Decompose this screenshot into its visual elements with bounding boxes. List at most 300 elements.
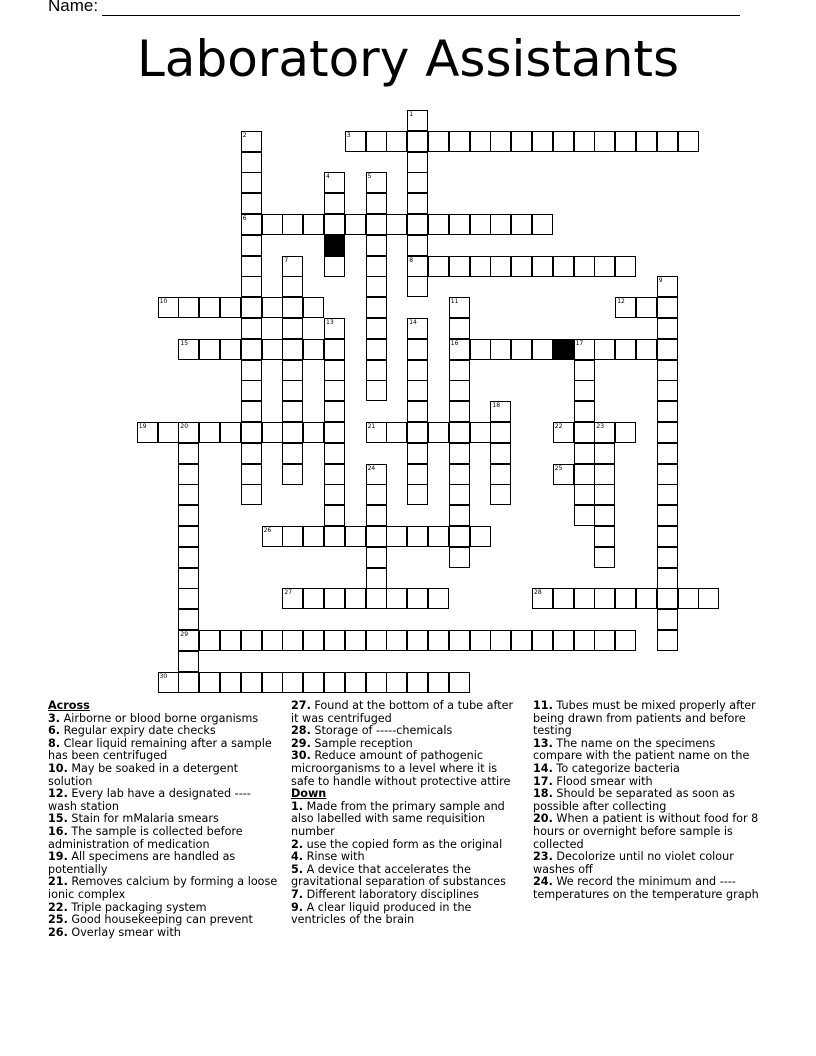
grid-cell[interactable] <box>366 131 387 152</box>
grid-cell[interactable] <box>241 318 262 339</box>
grid-cell[interactable] <box>636 297 657 318</box>
grid-cell[interactable] <box>324 401 345 422</box>
grid-cell[interactable] <box>241 672 262 693</box>
grid-cell[interactable] <box>282 588 303 609</box>
grid-cell[interactable] <box>324 443 345 464</box>
grid-cell[interactable] <box>511 339 532 360</box>
grid-cell[interactable] <box>594 526 615 547</box>
grid-cell[interactable] <box>657 297 678 318</box>
grid-cell[interactable] <box>698 588 719 609</box>
grid-cell[interactable] <box>178 422 199 443</box>
grid-cell[interactable] <box>366 318 387 339</box>
grid-cell[interactable] <box>324 630 345 651</box>
grid-cell[interactable] <box>199 422 220 443</box>
grid-cell[interactable] <box>449 630 470 651</box>
grid-cell[interactable] <box>345 672 366 693</box>
grid-cell[interactable] <box>678 588 699 609</box>
grid-cell[interactable] <box>449 443 470 464</box>
grid-cell[interactable] <box>428 672 449 693</box>
grid-cell[interactable] <box>407 339 428 360</box>
grid-cell[interactable] <box>366 276 387 297</box>
grid-cell[interactable] <box>574 464 595 485</box>
grid-cell[interactable] <box>407 235 428 256</box>
grid-cell[interactable] <box>594 505 615 526</box>
grid-cell[interactable] <box>303 422 324 443</box>
grid-cell[interactable] <box>324 422 345 443</box>
grid-cell[interactable] <box>158 672 179 693</box>
grid-cell[interactable] <box>470 131 491 152</box>
grid-cell[interactable] <box>449 464 470 485</box>
grid-cell[interactable] <box>262 526 283 547</box>
clue-number: 13 <box>326 319 334 326</box>
grid-cell[interactable] <box>615 422 636 443</box>
grid-cell[interactable] <box>262 339 283 360</box>
grid-cell[interactable] <box>574 360 595 381</box>
grid-cell[interactable] <box>282 297 303 318</box>
grid-cell[interactable] <box>574 443 595 464</box>
grid-cell[interactable] <box>324 172 345 193</box>
grid-cell[interactable] <box>386 526 407 547</box>
grid-cell[interactable] <box>241 193 262 214</box>
grid-cell[interactable] <box>178 339 199 360</box>
grid-cell[interactable] <box>178 505 199 526</box>
grid-cell[interactable] <box>490 339 511 360</box>
grid-cell[interactable] <box>407 318 428 339</box>
grid-cell[interactable] <box>449 422 470 443</box>
grid-cell[interactable] <box>449 401 470 422</box>
grid-cell[interactable] <box>178 672 199 693</box>
grid-cell[interactable] <box>407 276 428 297</box>
grid-cell[interactable] <box>366 672 387 693</box>
grid-cell[interactable] <box>594 588 615 609</box>
grid-cell[interactable] <box>282 401 303 422</box>
grid-cell[interactable] <box>241 422 262 443</box>
grid-cell[interactable] <box>574 505 595 526</box>
grid-cell[interactable] <box>407 214 428 235</box>
grid-cell[interactable] <box>449 672 470 693</box>
grid-cell[interactable] <box>282 630 303 651</box>
clue-text: All specimens are handled as potentially <box>48 850 236 876</box>
grid-cell[interactable] <box>594 464 615 485</box>
grid-cell[interactable] <box>178 630 199 651</box>
clue-number-label: 5. <box>291 862 304 876</box>
grid-cell[interactable] <box>366 360 387 381</box>
grid-cell[interactable] <box>532 339 553 360</box>
grid-cell[interactable] <box>615 588 636 609</box>
grid-cell[interactable] <box>594 256 615 277</box>
grid-cell[interactable] <box>490 464 511 485</box>
clue-number-label: 26. <box>48 925 68 939</box>
grid-cell[interactable] <box>657 568 678 589</box>
grid-cell[interactable] <box>282 214 303 235</box>
grid-cell[interactable] <box>366 256 387 277</box>
grid-cell[interactable] <box>553 464 574 485</box>
grid-cell[interactable] <box>657 360 678 381</box>
grid-cell[interactable] <box>282 443 303 464</box>
grid-cell[interactable] <box>366 484 387 505</box>
grid-cell[interactable] <box>470 214 491 235</box>
grid-cell[interactable] <box>345 214 366 235</box>
grid-cell[interactable] <box>199 297 220 318</box>
grid-cell[interactable] <box>241 339 262 360</box>
grid-cell[interactable] <box>594 422 615 443</box>
grid-cell[interactable] <box>428 256 449 277</box>
grid-cell[interactable] <box>428 630 449 651</box>
grid-cell[interactable] <box>324 360 345 381</box>
grid-cell[interactable] <box>470 256 491 277</box>
grid-cell[interactable] <box>282 276 303 297</box>
grid-cell[interactable] <box>574 131 595 152</box>
grid-cell[interactable] <box>407 110 428 131</box>
grid-cell[interactable] <box>470 339 491 360</box>
grid-cell[interactable] <box>366 526 387 547</box>
grid-cell[interactable] <box>386 588 407 609</box>
grid-cell[interactable] <box>324 339 345 360</box>
grid-cell[interactable] <box>241 131 262 152</box>
grid-cell[interactable] <box>178 484 199 505</box>
grid-cell[interactable] <box>532 630 553 651</box>
grid-cell[interactable] <box>449 131 470 152</box>
grid-cell[interactable] <box>615 339 636 360</box>
grid-cell[interactable] <box>366 339 387 360</box>
grid-cell[interactable] <box>262 297 283 318</box>
grid-cell[interactable] <box>574 256 595 277</box>
grid-cell[interactable] <box>199 630 220 651</box>
grid-cell[interactable] <box>282 256 303 277</box>
clue-text: Good housekeeping can prevent <box>67 913 253 927</box>
grid-cell[interactable] <box>199 339 220 360</box>
grid-cell[interactable] <box>303 672 324 693</box>
grid-cell[interactable] <box>386 214 407 235</box>
grid-cell[interactable] <box>594 131 615 152</box>
grid-cell[interactable] <box>574 339 595 360</box>
grid-cell[interactable] <box>199 672 220 693</box>
grid-cell[interactable] <box>657 547 678 568</box>
grid-cell[interactable] <box>407 193 428 214</box>
grid-cell[interactable] <box>324 484 345 505</box>
grid-cell[interactable] <box>386 672 407 693</box>
grid-cell[interactable] <box>366 588 387 609</box>
clue-item <box>48 763 278 788</box>
clue-number: 2 <box>242 131 247 139</box>
grid-cell[interactable] <box>449 526 470 547</box>
grid-cell[interactable] <box>553 588 574 609</box>
grid-cell[interactable] <box>324 526 345 547</box>
grid-cell[interactable] <box>241 235 262 256</box>
clue-number-label: 27. <box>291 699 311 712</box>
grid-cell[interactable] <box>511 214 532 235</box>
grid-cell[interactable] <box>366 235 387 256</box>
grid-cell[interactable] <box>324 588 345 609</box>
grid-cell[interactable] <box>220 339 241 360</box>
grid-cell[interactable] <box>178 526 199 547</box>
grid-cell[interactable] <box>636 339 657 360</box>
grid-cell[interactable] <box>553 630 574 651</box>
grid-cell[interactable] <box>178 464 199 485</box>
grid-cell[interactable] <box>490 422 511 443</box>
grid-cell[interactable] <box>490 484 511 505</box>
grid-cell[interactable] <box>449 297 470 318</box>
grid-cell[interactable] <box>407 152 428 173</box>
grid-cell[interactable] <box>594 339 615 360</box>
clue-item <box>48 876 278 901</box>
grid-cell[interactable] <box>657 422 678 443</box>
grid-cell[interactable] <box>511 256 532 277</box>
grid-cell[interactable] <box>178 443 199 464</box>
clue-item <box>291 864 523 889</box>
grid-cell[interactable] <box>303 339 324 360</box>
grid-cell[interactable] <box>262 630 283 651</box>
grid-cell[interactable] <box>345 630 366 651</box>
grid-cell[interactable] <box>657 131 678 152</box>
clue-number-label: 3. <box>48 711 61 725</box>
grid-cell[interactable] <box>241 152 262 173</box>
grid-cell[interactable] <box>241 214 262 235</box>
grid-cell[interactable] <box>158 297 179 318</box>
grid-cell[interactable] <box>678 131 699 152</box>
clue-item <box>291 750 523 788</box>
clue-item <box>48 927 278 940</box>
grid-cell[interactable] <box>594 630 615 651</box>
grid-cell[interactable] <box>449 256 470 277</box>
grid-cell[interactable] <box>636 131 657 152</box>
grid-cell[interactable] <box>241 380 262 401</box>
grid-cell[interactable] <box>657 401 678 422</box>
grid-cell[interactable] <box>220 672 241 693</box>
grid-cell[interactable] <box>324 505 345 526</box>
puzzle-title: Laboratory Assistants <box>136 30 680 88</box>
grid-cell[interactable] <box>262 422 283 443</box>
clue-item <box>48 738 278 763</box>
grid-cell[interactable] <box>386 630 407 651</box>
grid-cell[interactable] <box>657 318 678 339</box>
grid-cell[interactable] <box>594 443 615 464</box>
grid-cell[interactable] <box>303 588 324 609</box>
grid-cell[interactable] <box>386 131 407 152</box>
grid-cell[interactable] <box>449 339 470 360</box>
grid-cell[interactable] <box>241 297 262 318</box>
grid-cell[interactable] <box>366 214 387 235</box>
grid-cell[interactable] <box>490 630 511 651</box>
grid-cell[interactable] <box>657 464 678 485</box>
grid-cell[interactable] <box>574 380 595 401</box>
grid-cell[interactable] <box>366 547 387 568</box>
grid-cell[interactable] <box>470 422 491 443</box>
grid-cell[interactable] <box>345 588 366 609</box>
grid-cell[interactable] <box>241 360 262 381</box>
grid-cell[interactable] <box>449 380 470 401</box>
grid-cell[interactable] <box>282 339 303 360</box>
grid-cell[interactable] <box>594 547 615 568</box>
grid-cell[interactable] <box>657 630 678 651</box>
grid-cell[interactable] <box>615 297 636 318</box>
grid-cell[interactable] <box>428 214 449 235</box>
grid-cell[interactable] <box>657 526 678 547</box>
grid-cell[interactable] <box>615 131 636 152</box>
grid-cell[interactable] <box>407 672 428 693</box>
grid-cell[interactable] <box>449 318 470 339</box>
grid-cell[interactable] <box>137 422 158 443</box>
grid-cell[interactable] <box>241 630 262 651</box>
grid-cell[interactable] <box>615 630 636 651</box>
grid-cell[interactable] <box>574 484 595 505</box>
grid-cell[interactable] <box>366 464 387 485</box>
grid-cell[interactable] <box>241 443 262 464</box>
clue-text: Different laboratory disciplines <box>303 887 479 901</box>
grid-cell[interactable] <box>470 526 491 547</box>
grid-cell[interactable] <box>386 422 407 443</box>
grid-cell[interactable] <box>241 276 262 297</box>
grid-cell[interactable] <box>615 256 636 277</box>
grid-cell[interactable] <box>324 318 345 339</box>
grid-cell[interactable] <box>449 505 470 526</box>
grid-cell[interactable] <box>532 256 553 277</box>
grid-cell[interactable] <box>490 131 511 152</box>
grid-cell[interactable] <box>553 131 574 152</box>
grid-cell[interactable] <box>366 193 387 214</box>
grid-cell[interactable] <box>303 297 324 318</box>
grid-cell[interactable] <box>657 505 678 526</box>
grid-cell[interactable] <box>282 380 303 401</box>
clue-number-label: 23. <box>533 850 553 864</box>
clue-item <box>48 851 278 876</box>
grid-cell[interactable] <box>407 422 428 443</box>
grid-cell[interactable] <box>532 214 553 235</box>
grid-cell[interactable] <box>366 380 387 401</box>
grid-cell[interactable] <box>241 484 262 505</box>
grid-cell[interactable] <box>490 256 511 277</box>
grid-cell[interactable] <box>428 588 449 609</box>
grid-cell[interactable] <box>178 651 199 672</box>
grid-cell[interactable] <box>241 172 262 193</box>
grid-cell[interactable] <box>366 568 387 589</box>
grid-cell[interactable] <box>282 464 303 485</box>
grid-cell[interactable] <box>657 484 678 505</box>
grid-cell[interactable] <box>345 526 366 547</box>
grid-cell[interactable] <box>449 360 470 381</box>
grid-cell[interactable] <box>407 172 428 193</box>
clue-number-label: 8. <box>48 736 61 750</box>
grid-cell[interactable] <box>407 380 428 401</box>
grid-cell[interactable] <box>470 630 491 651</box>
grid-cell[interactable] <box>178 297 199 318</box>
grid-cell[interactable] <box>303 214 324 235</box>
grid-cell[interactable] <box>553 422 574 443</box>
grid-cell[interactable] <box>324 214 345 235</box>
grid-cell[interactable] <box>262 672 283 693</box>
grid-cell[interactable] <box>262 214 283 235</box>
clue-number-label: 19. <box>48 850 68 864</box>
grid-cell[interactable] <box>657 339 678 360</box>
grid-cell[interactable] <box>366 172 387 193</box>
grid-cell[interactable] <box>282 422 303 443</box>
grid-cell[interactable] <box>241 256 262 277</box>
grid-cell[interactable] <box>407 401 428 422</box>
clue-text: Storage of -----chemicals <box>310 724 453 738</box>
grid-cell[interactable] <box>574 422 595 443</box>
grid-cell[interactable] <box>407 630 428 651</box>
grid-cell[interactable] <box>178 609 199 630</box>
grid-cell[interactable] <box>428 526 449 547</box>
grid-cell[interactable] <box>428 131 449 152</box>
grid-cell[interactable] <box>158 422 179 443</box>
grid-cell[interactable] <box>574 401 595 422</box>
clue-number: 3 <box>346 131 351 139</box>
grid-cell[interactable] <box>428 422 449 443</box>
grid-cell[interactable] <box>657 380 678 401</box>
grid-cell[interactable] <box>407 464 428 485</box>
grid-cell[interactable] <box>241 464 262 485</box>
grid-cell[interactable] <box>220 630 241 651</box>
grid-cell[interactable] <box>366 297 387 318</box>
grid-cell[interactable] <box>241 401 262 422</box>
grid-cell[interactable] <box>407 360 428 381</box>
grid-cell[interactable] <box>532 131 553 152</box>
grid-cell[interactable] <box>220 422 241 443</box>
clue-text: Sample reception <box>310 736 413 750</box>
grid-cell[interactable] <box>449 214 470 235</box>
grid-cell[interactable] <box>490 214 511 235</box>
grid-cell[interactable] <box>324 672 345 693</box>
grid-cell[interactable] <box>657 609 678 630</box>
grid-cell[interactable] <box>324 464 345 485</box>
grid-cell[interactable] <box>303 526 324 547</box>
grid-cell[interactable] <box>407 588 428 609</box>
grid-cell[interactable] <box>449 547 470 568</box>
grid-cell[interactable] <box>574 588 595 609</box>
grid-cell[interactable] <box>407 484 428 505</box>
grid-cell[interactable] <box>366 630 387 651</box>
grid-cell[interactable] <box>366 422 387 443</box>
grid-cell[interactable] <box>324 256 345 277</box>
grid-cell[interactable] <box>574 630 595 651</box>
grid-cell[interactable] <box>657 276 678 297</box>
grid-cell[interactable] <box>553 256 574 277</box>
grid-cell[interactable] <box>511 630 532 651</box>
grid-cell[interactable] <box>657 443 678 464</box>
grid-cell[interactable] <box>511 131 532 152</box>
grid-cell[interactable] <box>220 297 241 318</box>
clue-number: 7 <box>284 256 289 264</box>
grid-cell[interactable] <box>282 526 303 547</box>
grid-cell[interactable] <box>532 588 553 609</box>
grid-cell[interactable] <box>282 318 303 339</box>
grid-cell[interactable] <box>324 193 345 214</box>
grid-cell[interactable] <box>449 484 470 505</box>
clue-item <box>291 700 523 725</box>
grid-cell[interactable] <box>303 630 324 651</box>
clue-number-label: 28. <box>291 724 311 738</box>
grid-cell[interactable] <box>282 672 303 693</box>
grid-cell[interactable] <box>490 401 511 422</box>
grid-cell[interactable] <box>178 588 199 609</box>
grid-cell[interactable] <box>407 256 428 277</box>
grid-cell[interactable] <box>178 547 199 568</box>
grid-cell[interactable] <box>490 443 511 464</box>
grid-cell[interactable] <box>345 131 366 152</box>
grid-cell[interactable] <box>636 588 657 609</box>
grid-cell[interactable] <box>366 505 387 526</box>
grid-cell[interactable] <box>594 484 615 505</box>
clue-number: 29 <box>180 631 189 638</box>
grid-cell[interactable] <box>407 443 428 464</box>
grid-cell[interactable] <box>657 588 678 609</box>
grid-cell[interactable] <box>282 360 303 381</box>
grid-cell[interactable] <box>178 568 199 589</box>
grid-cell[interactable] <box>407 526 428 547</box>
grid-cell[interactable] <box>324 380 345 401</box>
grid-cell[interactable] <box>407 131 428 152</box>
